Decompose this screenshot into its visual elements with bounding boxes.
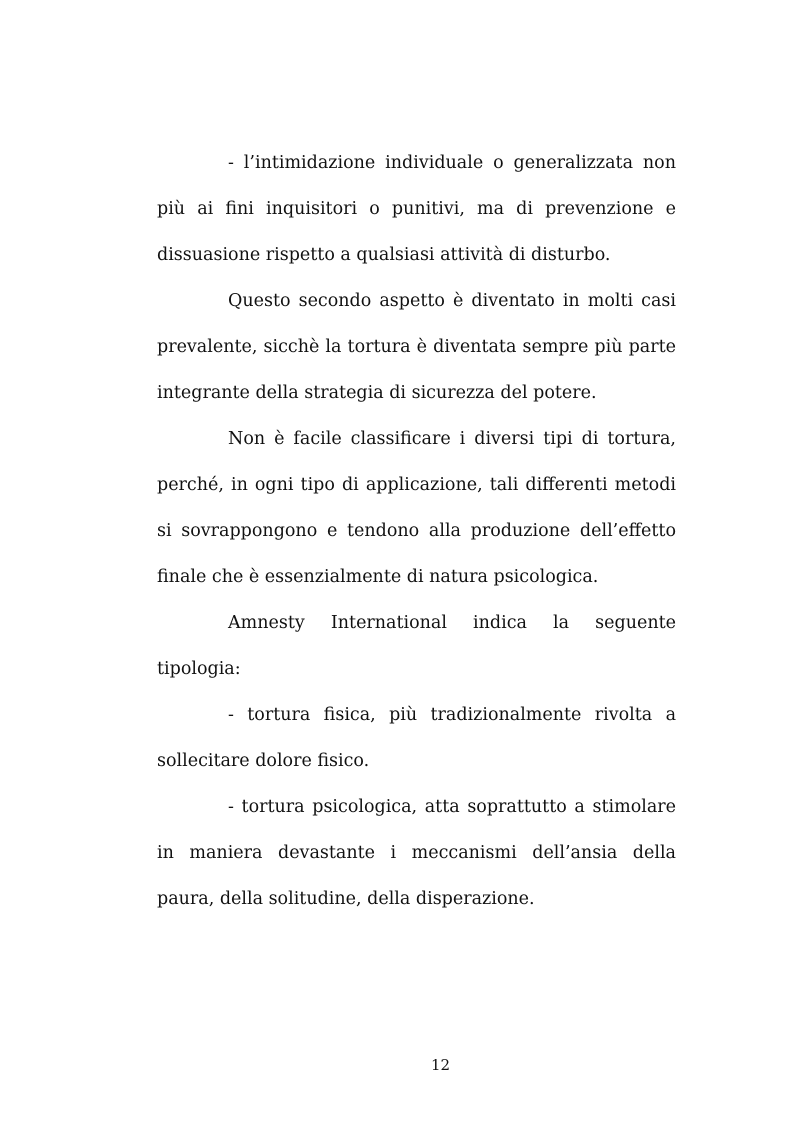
paragraph-intimidation: - l’intimidazione individuale o generalizzata non più ai fini inquisitori o punitivi, ma di prevenzione e dissuasione rispetto a qualsiasi attività di disturbo. (157, 153, 676, 265)
paragraph-psychological-torture: - tortura psicologica, atta soprattutto a stimolare in maniera devastante i meccanismi dell’ansia della paura, della solitudine, della disperazione. (157, 797, 676, 909)
paragraph-classification: Non è facile classificare i diversi tipi di tortura, perché, in ogni tipo di applicazione, tali differenti metodi si sovrappongono e tendono alla produzione dell’effetto finale che è essenzialmente di natura psicologica. (157, 429, 676, 587)
body-text (157, 140, 676, 922)
page-number: 12 (430, 1056, 451, 1074)
paragraph-amnesty-typology: Amnesty International indica la seguente tipologia: (157, 613, 676, 679)
paragraph-physical-torture: - tortura fisica, più tradizionalmente rivolta a sollecitare dolore fisico. (157, 705, 676, 771)
paragraph-second-aspect: Questo secondo aspetto è diventato in molti casi prevalente, sicchè la tortura è diventata sempre più parte integrante della strategia di sicurezza del potere. (157, 291, 676, 403)
